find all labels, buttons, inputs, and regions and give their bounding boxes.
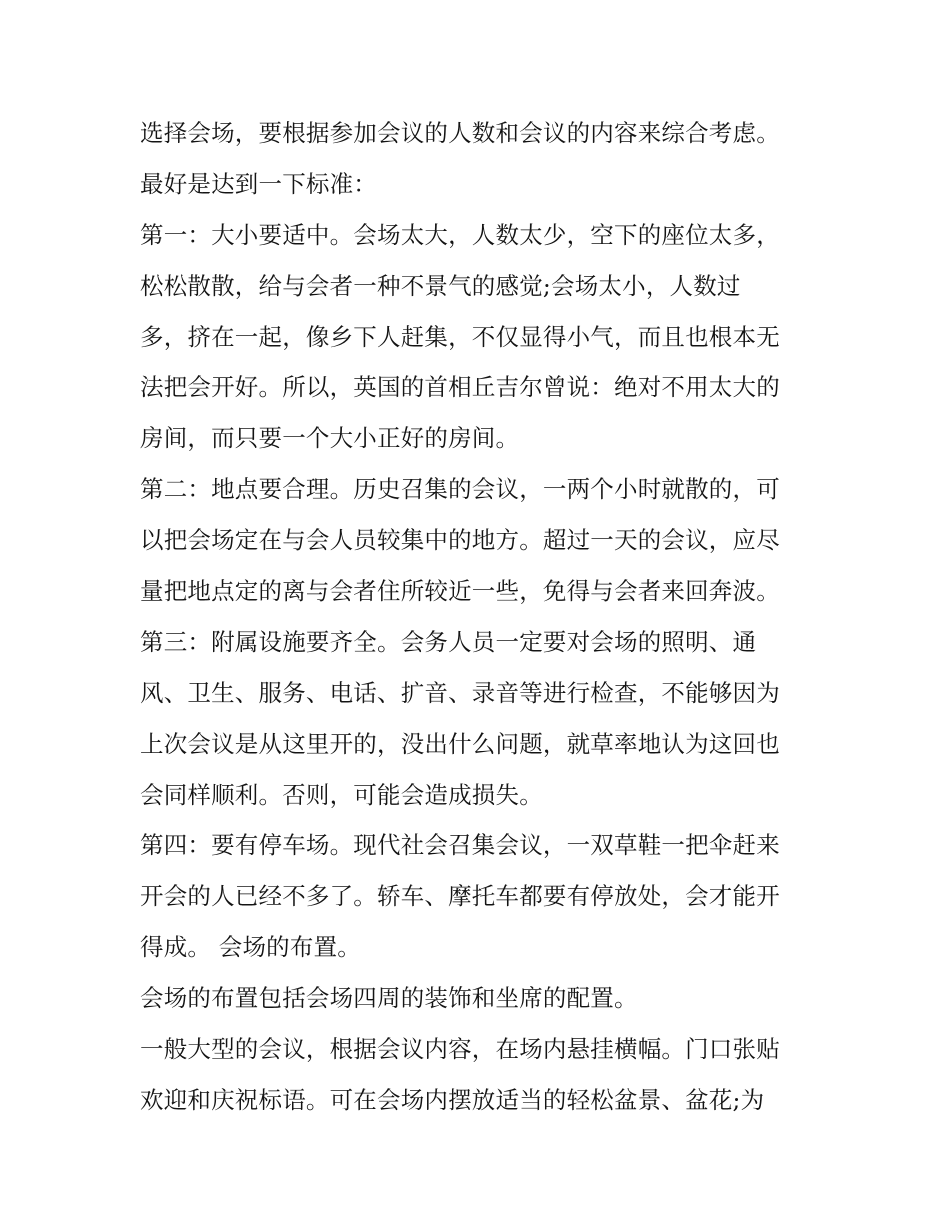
text-line: 第二：地点要合理。历史召集的会议，一两个小时就散的，可 — [140, 475, 780, 504]
text-line: 多，挤在一起，像乡下人赶集，不仅显得小气，而且也根本无 — [140, 322, 780, 351]
text-line: 选择会场，要根据参加会议的人数和会议的内容来综合考虑。 — [140, 119, 780, 147]
text-line: 一般大型的会议，根据会议内容，在场内悬挂横幅。门口张贴 — [140, 1035, 780, 1064]
text-line: 最好是达到一下标准： — [140, 169, 377, 198]
text-line: 风、卫生、服务、电话、扩音、录音等进行检查，不能够因为 — [140, 678, 780, 707]
text-line: 第一：大小要适中。会场太大，人数太少，空下的座位太多， — [140, 220, 780, 249]
text-line: 会场的布置包括会场四周的装饰和坐席的配置。 — [140, 984, 638, 1013]
text-line: 第三：附属设施要齐全。会务人员一定要对会场的照明、通 — [140, 627, 757, 656]
text-line: 会同样顺利。否则，可能会造成损失。 — [140, 780, 543, 809]
text-line: 量把地点定的离与会者住所较近一些，免得与会者来回奔波。 — [140, 577, 780, 606]
text-line: 房间，而只要一个大小正好的房间。 — [140, 424, 520, 453]
text-line: 得成。 会场的布置。 — [140, 933, 361, 962]
text-line: 欢迎和庆祝标语。可在会场内摆放适当的轻松盆景、盆花;为 — [140, 1085, 765, 1114]
text-line: 第四：要有停车场。现代社会召集会议，一双草鞋一把伞赶来 — [140, 831, 780, 860]
text-line: 上次会议是从这里开的，没出什么问题，就草率地认为这回也 — [140, 729, 780, 758]
text-line: 松松散散，给与会者一种不景气的感觉;会场太小，人数过 — [140, 271, 741, 300]
text-line: 开会的人已经不多了。轿车、摩托车都要有停放处，会才能开 — [140, 882, 780, 911]
document-body — [140, 108, 830, 1126]
text-line: 法把会开好。所以，英国的首相丘吉尔曾说：绝对不用太大的 — [140, 373, 780, 402]
text-line: 以把会场定在与会人员较集中的地方。超过一天的会议，应尽 — [140, 526, 780, 555]
